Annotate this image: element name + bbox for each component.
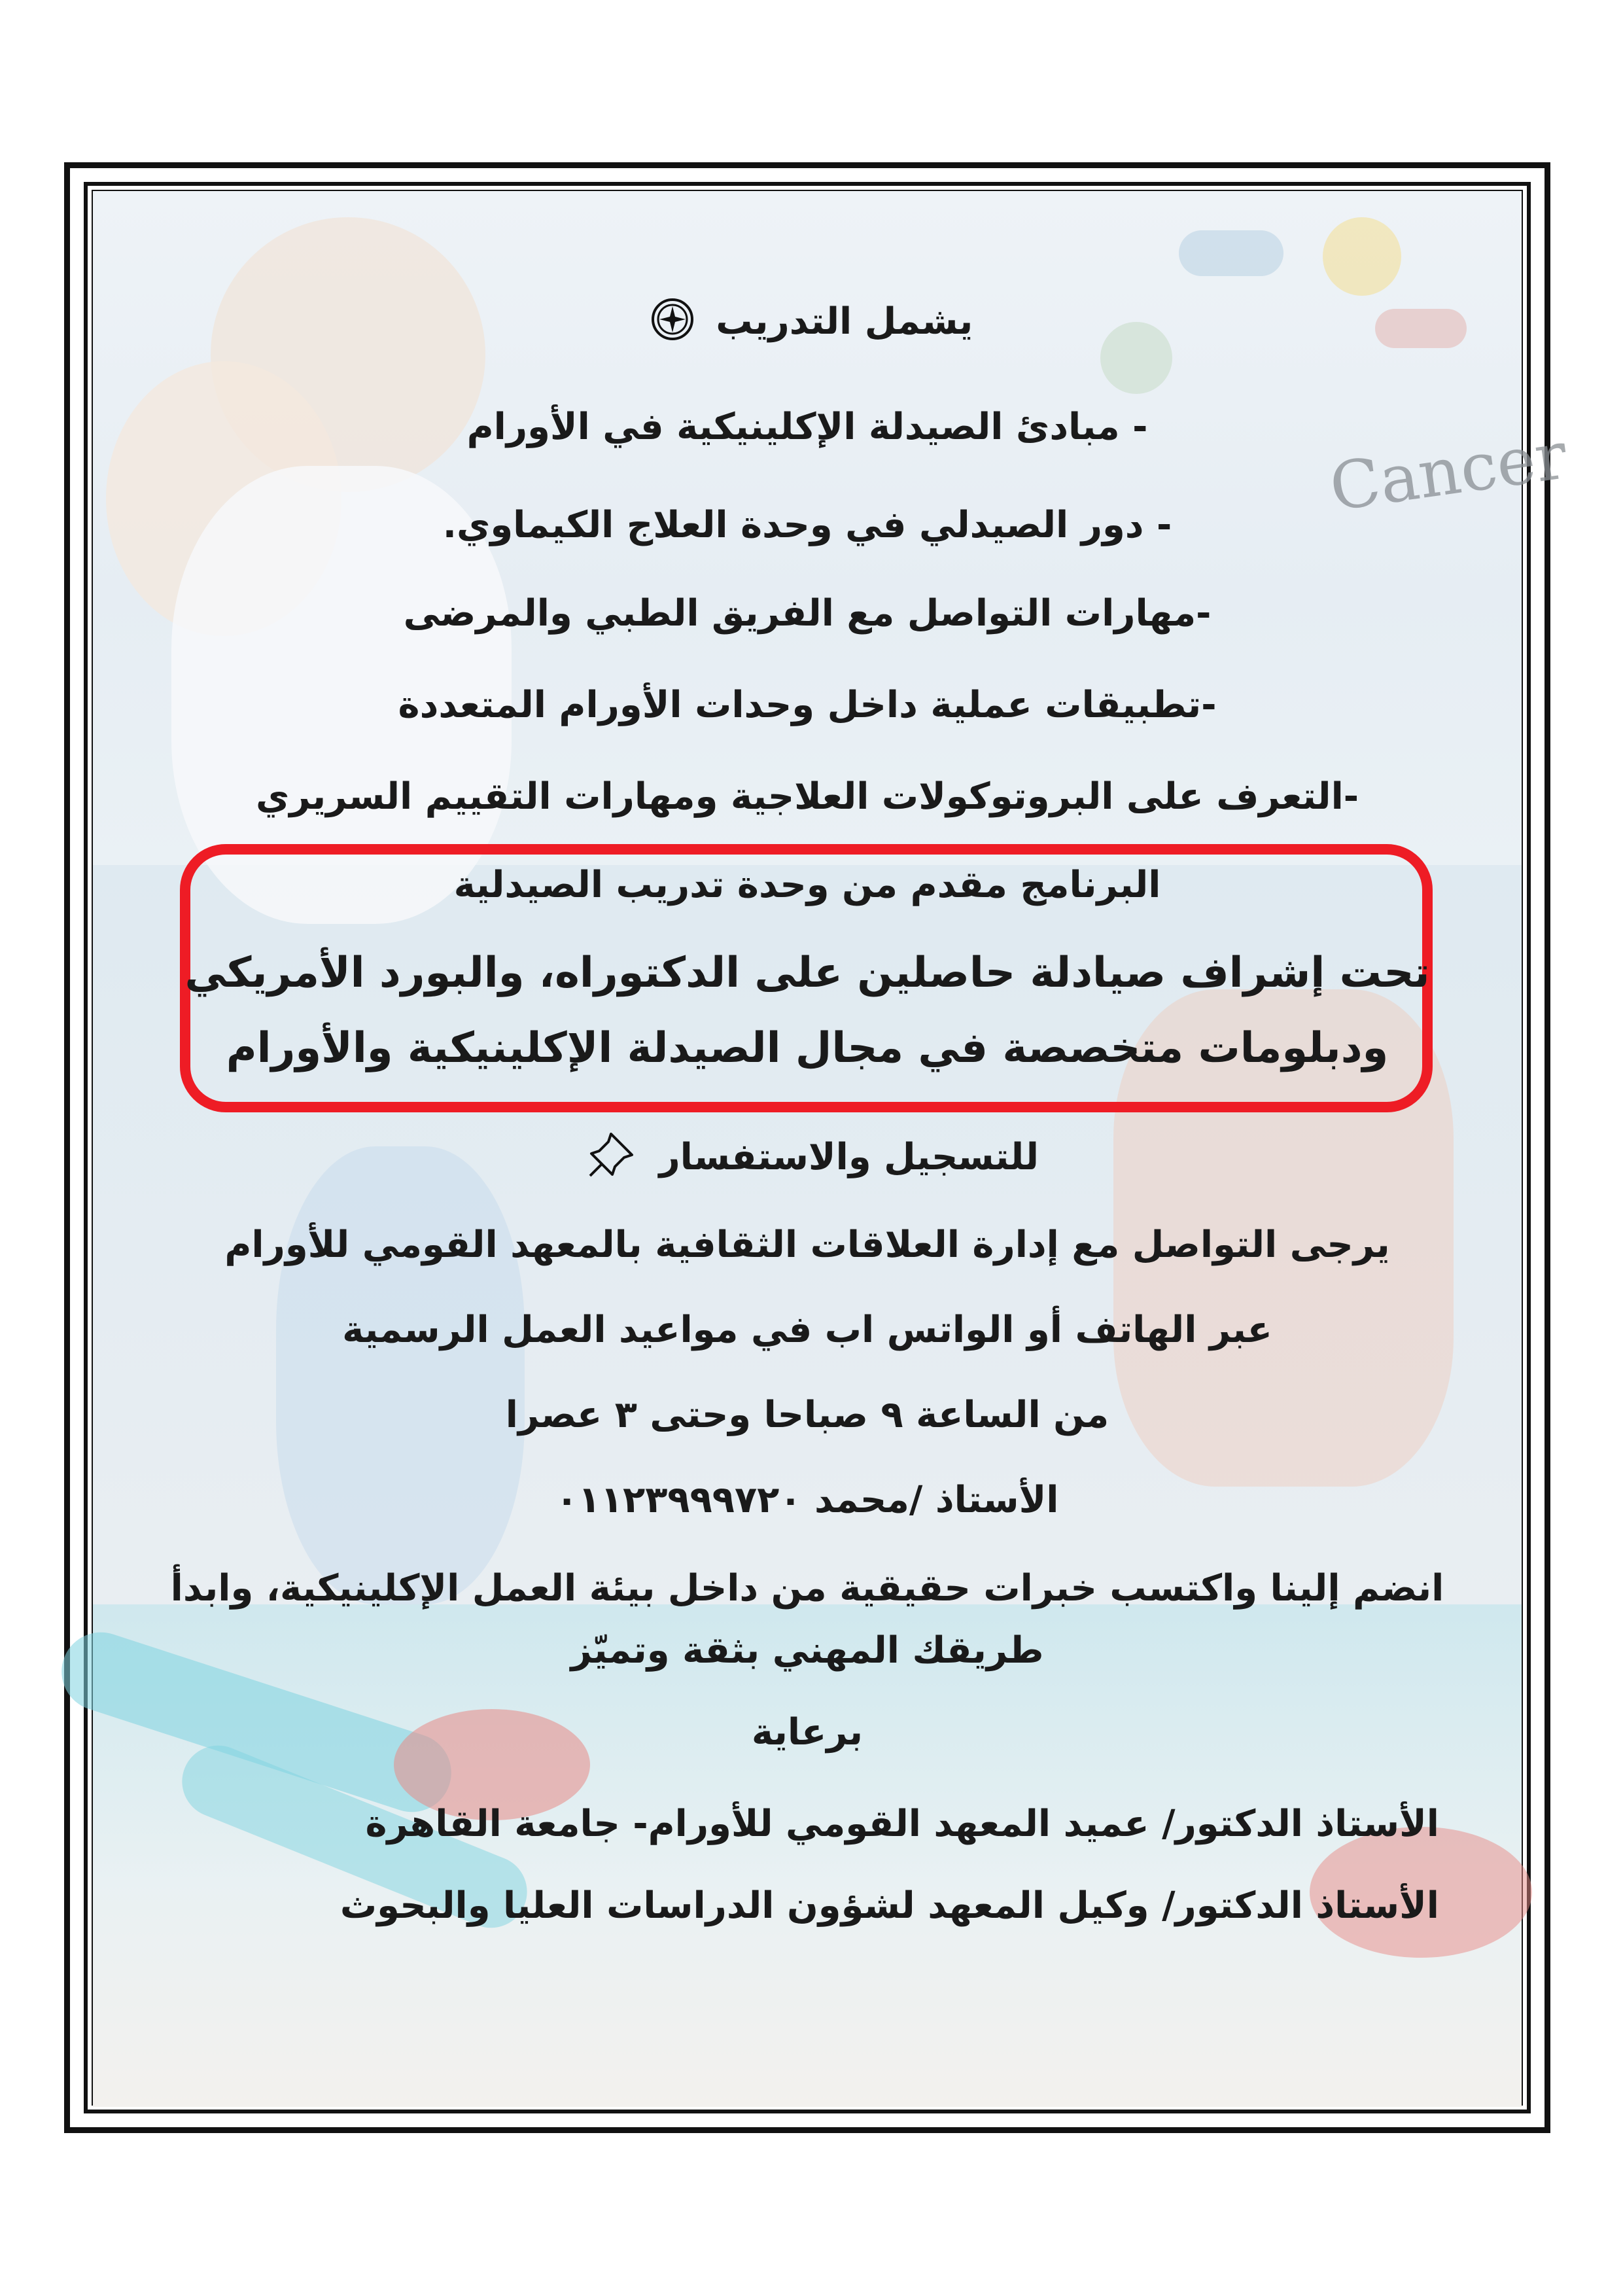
background-cancer-word: Cancer bbox=[1325, 417, 1571, 526]
patron-line: الأستاذ الدكتور/ وكيل المعهد لشؤون الدراسات العليا والبحوث bbox=[340, 1884, 1439, 1927]
contact-person: الأستاذ /محمد ٠١١٢٣٩٩٩٧٢٠ bbox=[555, 1479, 1059, 1521]
closing-line: طريقك المهني بثقة وتميّز bbox=[570, 1629, 1044, 1672]
pushpin-icon bbox=[585, 1129, 637, 1190]
compass-icon bbox=[651, 298, 694, 350]
training-item: -مهارات التواصل مع الفريق الطبي والمرضى bbox=[403, 592, 1212, 635]
program-line: ودبلومات متخصصة في مجال الصيدلة الإكلينيكية والأورام bbox=[226, 1024, 1389, 1072]
training-item: - مبادئ الصيدلة الإكلينيكية في الأورام bbox=[466, 406, 1148, 448]
registration-line: من الساعة ٩ صباحا وحتى ٣ عصرا bbox=[505, 1394, 1109, 1436]
training-heading-label: يشمل التدريب bbox=[716, 300, 973, 344]
closing-line: انضم إلينا واكتسب خبرات حقيقية من داخل بيئة العمل الإكلينيكية، وابدأ bbox=[170, 1567, 1444, 1610]
registration-line: يرجى التواصل مع إدارة العلاقات الثقافية بالمعهد القومي للأورام bbox=[224, 1224, 1390, 1266]
training-item: -التعرف على البروتوكولات العلاجية ومهارات التقييم السريري bbox=[255, 775, 1359, 818]
program-line: تحت إشراف صيادلة حاصلين على الدكتوراه، والبورد الأمريكي bbox=[184, 949, 1430, 997]
patronage-label: برعاية bbox=[751, 1711, 864, 1754]
training-item: - دور الصيدلي في وحدة العلاج الكيماوي. bbox=[442, 504, 1172, 546]
program-line: البرنامج مقدم من وحدة تدريب الصيدلية bbox=[453, 864, 1161, 906]
training-item: -تطبيقات عملية داخل وحدات الأورام المتعددة bbox=[398, 684, 1217, 726]
training-heading bbox=[92, 298, 1523, 350]
registration-heading-label: للتسجيل والاستفسار bbox=[659, 1136, 1039, 1179]
registration-line: عبر الهاتف أو الواتس اب في مواعيد العمل الرسمية bbox=[342, 1309, 1272, 1351]
registration-heading bbox=[92, 1129, 1523, 1190]
patron-line: الأستاذ الدكتور/ عميد المعهد القومي للأورام- جامعة القاهرة bbox=[365, 1803, 1439, 1845]
